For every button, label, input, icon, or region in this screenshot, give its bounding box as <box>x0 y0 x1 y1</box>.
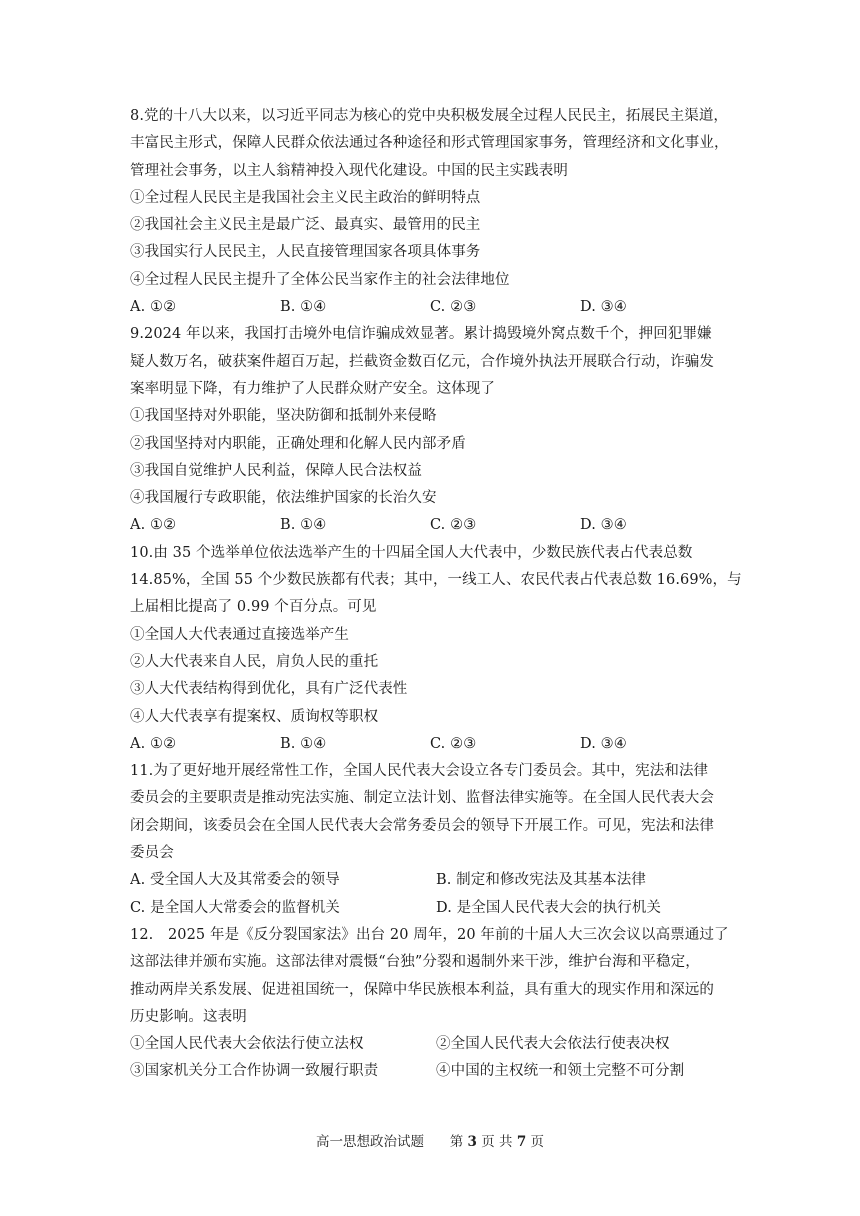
option-a: A. ①② <box>130 299 177 316</box>
statement-item: ①全国人大代表通过直接选举产生 <box>130 626 349 643</box>
question-stem-line: 委员会的主要职责是推动宪法实施、制定立法计划、监督法律实施等。在全国人民代表大会 <box>130 790 714 807</box>
option-b: B. ①④ <box>280 735 327 752</box>
question-stem-line: 10.由 35 个选举单位依法选举产生的十四届全国人大代表中，少数民族代表占代表总数 <box>130 544 693 561</box>
question-stem-line: 推动两岸关系发展、促进祖国统一，保障中华民族根本利益，具有重大的现实作用和深远的 <box>130 981 714 998</box>
statement-item: ②人大代表来自人民，肩负人民的重托 <box>130 653 379 670</box>
page-mid: 页 共 <box>481 1134 513 1150</box>
exam-title: 高一思想政治试题 <box>315 1134 424 1150</box>
question-stem-line: 疑人数万名，破获案件超百万起，拦截资金数百亿元，合作境外执法开展联合行动，诈骗发 <box>130 353 714 370</box>
option-a: A. ①② <box>130 517 177 534</box>
question-12 <box>130 922 742 1086</box>
statement-item: ②全国人民代表大会依法行使表决权 <box>436 1036 670 1053</box>
statement-item: ①全过程人民民主是我国社会主义民主政治的鲜明特点 <box>130 189 481 206</box>
question-11 <box>130 758 742 922</box>
question-stem-line: 这部法律并颁布实施。这部法律对震慑“台独”分裂和遏制外来干涉，维护台海和平稳定， <box>130 954 700 971</box>
page-number: 3 <box>467 1134 477 1150</box>
question-list <box>130 103 742 1086</box>
option-c: C. ②③ <box>430 735 477 752</box>
option-a: A. 受全国人大及其常委会的领导 <box>130 872 340 889</box>
statement-item: ④我国履行专政职能，依法维护国家的长治久安 <box>130 490 437 507</box>
question-stem-line: 14.85%，全国 55 个少数民族都有代表；其中，一线工人、农民代表占代表总数 16.69%，与 <box>130 572 742 589</box>
statement-row <box>130 1031 742 1058</box>
option-c: C. ②③ <box>430 299 477 316</box>
question-stem-line: 管理社会事务，以主人翁精神投入现代化建设。中国的民主实践表明 <box>130 162 568 179</box>
statement-item: ④人大代表享有提案权、质询权等职权 <box>130 708 379 725</box>
statement-row <box>130 1058 742 1085</box>
page-footer <box>0 1130 860 1150</box>
question-8 <box>130 103 742 321</box>
page-total: 7 <box>516 1134 527 1150</box>
option-b: B. ①④ <box>280 299 327 316</box>
statement-item: ②我国社会主义民主是最广泛、最真实、最管用的民主 <box>130 217 481 234</box>
question-10 <box>130 540 742 758</box>
question-stem-line: 委员会 <box>130 845 174 862</box>
option-c: C. 是全国人大常委会的监督机关 <box>130 899 340 916</box>
question-stem-line: 历史影响。这表明 <box>130 1008 247 1025</box>
option-c: C. ②③ <box>430 517 477 534</box>
statement-item: ④全过程人民民主提升了全体公民当家作主的社会法律地位 <box>130 271 510 288</box>
statement-item: ④中国的主权统一和领土完整不可分割 <box>436 1063 685 1080</box>
question-stem-line: 9.2024 年以来，我国打击境外电信诈骗成效显著。累计捣毁境外窝点数千个，押回犯罪嫌 <box>130 326 712 343</box>
page-suffix: 页 <box>530 1134 545 1150</box>
statement-item: ③我国自觉维护人民利益，保障人民合法权益 <box>130 462 422 479</box>
question-stem-line: 上届相比提高了 0.99 个百分点。可见 <box>130 599 377 616</box>
question-stem-line: 案率明显下降，有力维护了人民群众财产安全。这体现了 <box>130 380 495 397</box>
question-9 <box>130 321 742 539</box>
option-d: D. ③④ <box>580 735 627 752</box>
answer-options <box>130 731 742 758</box>
statement-item: ①我国坚持对外职能，坚决防御和抵制外来侵略 <box>130 408 437 425</box>
question-stem-line: 11.为了更好地开展经常性工作，全国人民代表大会设立各专门委员会。其中，宪法和法律 <box>130 763 709 780</box>
question-stem-line: 12. 2025 年是《反分裂国家法》出台 20 周年，20 年前的十届人大三次会议以高票通过了 <box>130 926 729 943</box>
statement-item: ③我国实行人民民主，人民直接管理国家各项具体事务 <box>130 244 481 261</box>
answer-options-row <box>130 867 742 894</box>
option-b: B. 制定和修改宪法及其基本法律 <box>436 872 646 889</box>
question-stem-line: 闭会期间，该委员会在全国人民代表大会常务委员会的领导下开展工作。可见，宪法和法律 <box>130 817 714 834</box>
answer-options-row <box>130 895 742 922</box>
option-d: D. 是全国人民代表大会的执行机关 <box>436 899 662 916</box>
page-prefix: 第 <box>449 1134 464 1150</box>
option-d: D. ③④ <box>580 299 627 316</box>
answer-options <box>130 512 742 539</box>
statement-item: ③国家机关分工合作协调一致履行职责 <box>130 1063 379 1080</box>
answer-options <box>130 294 742 321</box>
statement-item: ②我国坚持对内职能，正确处理和化解人民内部矛盾 <box>130 435 466 452</box>
statement-item: ③人大代表结构得到优化，具有广泛代表性 <box>130 681 408 698</box>
option-a: A. ①② <box>130 735 177 752</box>
option-d: D. ③④ <box>580 517 627 534</box>
question-stem-line: 丰富民主形式，保障人民群众依法通过各种途径和形式管理国家事务，管理经济和文化事业， <box>130 135 729 152</box>
question-stem-line: 8.党的十八大以来，以习近平同志为核心的党中央积极发展全过程人民民主，拓展民主渠道， <box>130 108 729 124</box>
statement-item: ①全国人民代表大会依法行使立法权 <box>130 1036 364 1053</box>
option-b: B. ①④ <box>280 517 327 534</box>
